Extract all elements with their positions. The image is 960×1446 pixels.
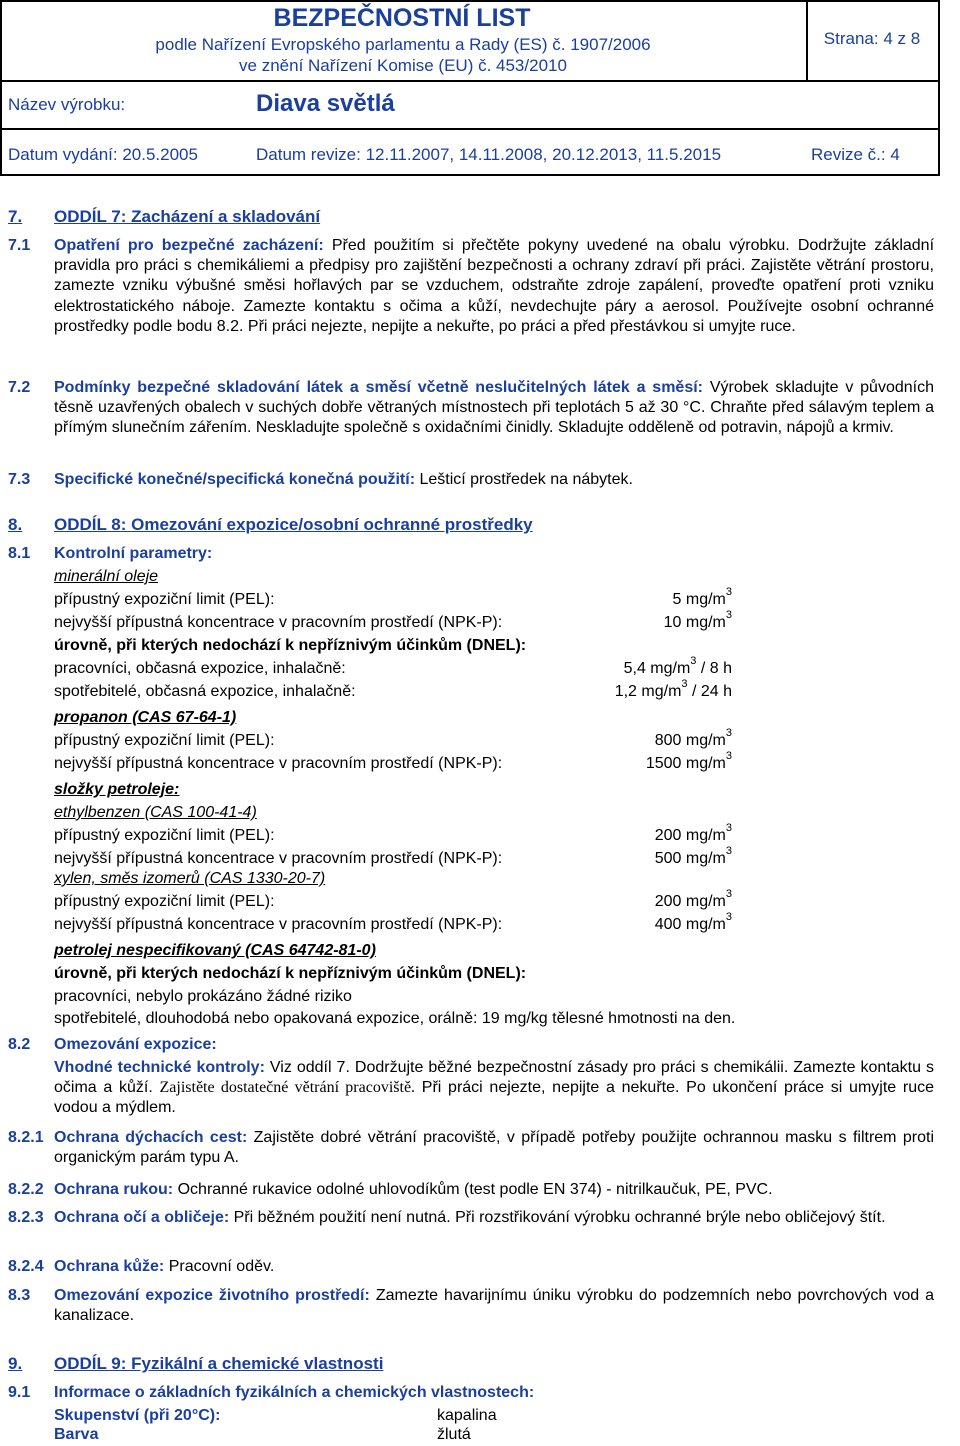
mineral-oils-consumers-label: spotřebitelé, občasná expozice, inhalačně: xyxy=(54,683,356,700)
item-7-3-line xyxy=(54,470,633,490)
item-9-1-heading: Informace o základních fyzikálních a chemických vlastnostech: xyxy=(54,1384,535,1401)
item-8-2-3-number: 8.2.3 xyxy=(8,1209,44,1226)
item-8-2-2-number: 8.2.2 xyxy=(8,1181,44,1198)
section-9-number: 9. xyxy=(8,1354,23,1373)
petroleum-dnel-heading: úrovně, při kterých nedochází k nepříznivým účinkům (DNEL): xyxy=(54,965,527,982)
technical-controls-paragraph xyxy=(54,1058,934,1119)
item-8-2-2-text: Ochranné rukavice odolné uhlovodíkům (test podle EN 374) - nitrilkaučuk, PE, PVC. xyxy=(177,1181,773,1198)
item-9-1-number: 9.1 xyxy=(8,1384,31,1401)
item-7-2-paragraph xyxy=(54,378,934,439)
property-color-value: žlutá xyxy=(437,1426,471,1443)
item-7-2-heading: Podmínky bezpečné skladování látek a směsí včetně neslučitelných látek a směsí: xyxy=(54,379,703,396)
item-8-2-3-text: Při běžném použití není nutná. Při rozstřikování výrobku ochranné brýle nebo obličejový štít. xyxy=(233,1209,886,1226)
property-color-label: Barva xyxy=(54,1426,99,1443)
item-8-2-4-number: 8.2.4 xyxy=(8,1258,44,1275)
substance-xylene: xylen, směs izomerů (CAS 1330-20-7) xyxy=(54,870,326,887)
propanone-npk-value: 1500 $mg/m^3$ xyxy=(645,750,732,772)
substance-mineral-oils: minerální oleje xyxy=(54,568,159,585)
product-label: Název výrobku: xyxy=(8,95,126,114)
xylene-npk-label: nejvyšší přípustná koncentrace v pracovním prostředí (NPK-P): xyxy=(54,916,503,933)
ethylbenzene-pel-value: 200 $mg/m^3$ xyxy=(654,822,732,844)
section-7-number: 7. xyxy=(8,207,23,226)
technical-controls-heading: Vhodné technické kontroly: xyxy=(54,1059,265,1076)
propanone-pel-value: 800 $mg/m^3$ xyxy=(654,727,732,749)
item-8-2-1-text: Zajistěte dobré větrání pracoviště, v případě potřeby použijte ochrannou masku s filtrem proti organickým parám typu A. xyxy=(54,1129,934,1167)
item-7-2-text: Výrobek skladujte v původních těsně uzavřených obalech v suchých dobře větraných místnostech při teplotách 5 až 30 °C. Chraňte před sálavým teplem a přímým slunečním zářením. Neskladujte společně s oxidačními činidly. Skladujte odděleně od potravin, nápojů a krmiv. xyxy=(54,379,934,437)
item-8-3-text: Zamezte havarijnímu úniku výrobku do podzemních nebo povrchových vod a kanalizace. xyxy=(54,1287,935,1325)
item-8-3-number: 8.3 xyxy=(8,1287,31,1304)
section-8-title: ODDÍL 8: Omezování expozice/osobní ochranné prostředky xyxy=(54,515,533,534)
item-7-3-heading: Specifické konečné/specifická konečná použití: xyxy=(54,471,416,488)
substance-petroleum-components: složky petroleje: xyxy=(54,781,180,798)
item-7-2-number: 7.2 xyxy=(8,379,31,396)
section-8-number: 8. xyxy=(8,515,23,534)
mineral-oils-pel-label: přípustný expoziční limit (PEL): xyxy=(54,591,275,608)
item-8-2-1-number: 8.2.1 xyxy=(8,1129,44,1146)
petroleum-workers: pracovníci, nebylo prokázáno žádné riziko xyxy=(54,988,352,1005)
propanone-npk-label: nejvyšší přípustná koncentrace v pracovním prostředí (NPK-P): xyxy=(54,755,503,772)
section-7-title: ODDÍL 7: Zacházení a skladování xyxy=(54,207,321,226)
item-8-2-number: 8.2 xyxy=(8,1036,31,1053)
xylene-pel-label: přípustný expoziční limit (PEL): xyxy=(54,893,275,910)
document-title: BEZPEČNOSTNÍ LIST xyxy=(273,4,531,32)
item-8-2-2-heading: Ochrana rukou: xyxy=(54,1181,174,1198)
substance-ethylbenzene: ethylbenzen (CAS 100-41-4) xyxy=(54,804,257,821)
property-state-label: Skupenství (při 20°C): xyxy=(54,1407,221,1424)
regulation-line-1: podle Nařízení Evropského parlamentu a Rady (ES) č. 1907/2006 xyxy=(155,35,651,54)
item-7-1-number: 7.1 xyxy=(8,237,31,254)
mineral-oils-consumers-value: 1,2 $mg/m^3 / 24$ h xyxy=(614,678,732,700)
technical-controls-text-c: Při práci nejezte, nepijte a nekuřte. Po ukončení práce si umyjte ruce vodou a mýdlem. xyxy=(54,1079,935,1117)
mineral-oils-pel-value: 5 $mg/m^3$ xyxy=(672,586,732,608)
ethylbenzene-pel-label: přípustný expoziční limit (PEL): xyxy=(54,827,275,844)
item-8-2-4-text: Pracovní oděv. xyxy=(168,1258,275,1275)
item-8-1-heading: Kontrolní parametry: xyxy=(54,545,213,562)
item-8-2-heading: Omezování expozice: xyxy=(54,1036,217,1053)
item-7-3-number: 7.3 xyxy=(8,471,31,488)
regulation-line-2: ve znění Nařízení Komise (EU) č. 453/2010 xyxy=(239,56,567,75)
petroleum-consumers: spotřebitelé, dlouhodobá nebo opakovaná expozice, orálně: 19 mg/kg tělesné hmotnosti na den. xyxy=(54,1010,736,1027)
mineral-oils-workers-value: 5,4 $mg/m^3 / 8$ h xyxy=(623,655,732,677)
item-7-1-paragraph xyxy=(54,236,934,337)
section-9-title: ODDÍL 9: Fyzikální a chemické vlastnosti xyxy=(54,1354,384,1373)
issue-date: Datum vydání: 20.5.2005 xyxy=(8,145,198,164)
ethylbenzene-npk-label: nejvyšší přípustná koncentrace v pracovním prostředí (NPK-P): xyxy=(54,850,503,867)
product-name: Diava světlá xyxy=(256,90,395,117)
item-8-3-heading: Omezování expozice životního prostředí: xyxy=(54,1287,370,1304)
mineral-oils-npk-label: nejvyšší přípustná koncentrace v pracovním prostředí (NPK-P): xyxy=(54,614,503,631)
item-8-2-2-line xyxy=(54,1180,773,1200)
revision-dates: Datum revize: 12.11.2007, 14.11.2008, 20.12.2013, 11.5.2015 xyxy=(256,145,722,164)
item-8-2-4-line xyxy=(54,1257,274,1277)
ethylbenzene-npk-value: 500 $mg/m^3$ xyxy=(654,845,732,867)
item-8-1-number: 8.1 xyxy=(8,545,31,562)
item-8-2-1-paragraph xyxy=(54,1128,934,1168)
xylene-npk-value: 400 $mg/m^3$ xyxy=(654,911,732,933)
header-rule-1 xyxy=(2,80,938,82)
mineral-oils-dnel-heading: úrovně, při kterých nedochází k nepříznivým účinkům (DNEL): xyxy=(54,637,527,654)
item-8-2-4-heading: Ochrana kůže: xyxy=(54,1258,165,1275)
revision-number: Revize č.: 4 xyxy=(811,145,900,164)
item-7-1-heading: Opatření pro bezpečné zacházení: xyxy=(54,237,324,254)
mineral-oils-npk-value: 10 $mg/m^3$ xyxy=(663,609,732,631)
technical-controls-text-b: Zajistěte dostatečné větrání pracoviště. xyxy=(159,1079,416,1097)
page-number: Strana: 4 z 8 xyxy=(823,29,921,48)
item-7-3-text: Lešticí prostředek na nábytek. xyxy=(419,471,633,488)
item-8-2-3-heading: Ochrana očí a obličeje: xyxy=(54,1209,230,1226)
technical-controls-text-a: Viz oddíl 7. Dodržujte běžné bezpečnostní zásady pro práci s chemikálii. Zamezte kontaktu s očima a kůží. xyxy=(54,1059,934,1097)
mineral-oils-workers-label: pracovníci, občasná expozice, inhalačně: xyxy=(54,660,346,677)
propanone-pel-label: přípustný expoziční limit (PEL): xyxy=(54,732,275,749)
item-8-3-paragraph xyxy=(54,1286,934,1326)
substance-propanone: propanon (CAS 67-64-1) xyxy=(54,709,237,726)
header-divider xyxy=(806,2,808,82)
item-8-2-1-heading: Ochrana dýchacích cest: xyxy=(54,1129,248,1146)
item-8-2-3-paragraph xyxy=(54,1208,934,1228)
header-rule-2 xyxy=(2,128,938,130)
xylene-pel-value: 200 $mg/m^3$ xyxy=(654,888,732,910)
item-7-1-text: Před použitím si přečtěte pokyny uvedené na obalu výrobku. Dodržujte základní pravidla pro práci s chemikáliemi a předpisy pro zajištění bezpečnosti a ochrany zdraví při práci. Zajistěte větrání prostoru, zamezte vzniku výbušné směsi hořlavých par se vzduchem, odstraňte zdroje zapálení, proveďte opatření proti vzniku elektrostatického náboje. Zamezte kontaktu s očima a kůží, nevdechujte páry a aerosol. Používejte osobní ochranné prostředky podle bodu 8.2. Při práci nejezte, nepijte a nekuřte, po práci a před přestávkou si umyjte ruce. xyxy=(54,237,935,335)
property-state-value: kapalina xyxy=(437,1407,497,1424)
substance-petroleum: petrolej nespecifikovaný (CAS 64742-81-0) xyxy=(54,942,376,959)
